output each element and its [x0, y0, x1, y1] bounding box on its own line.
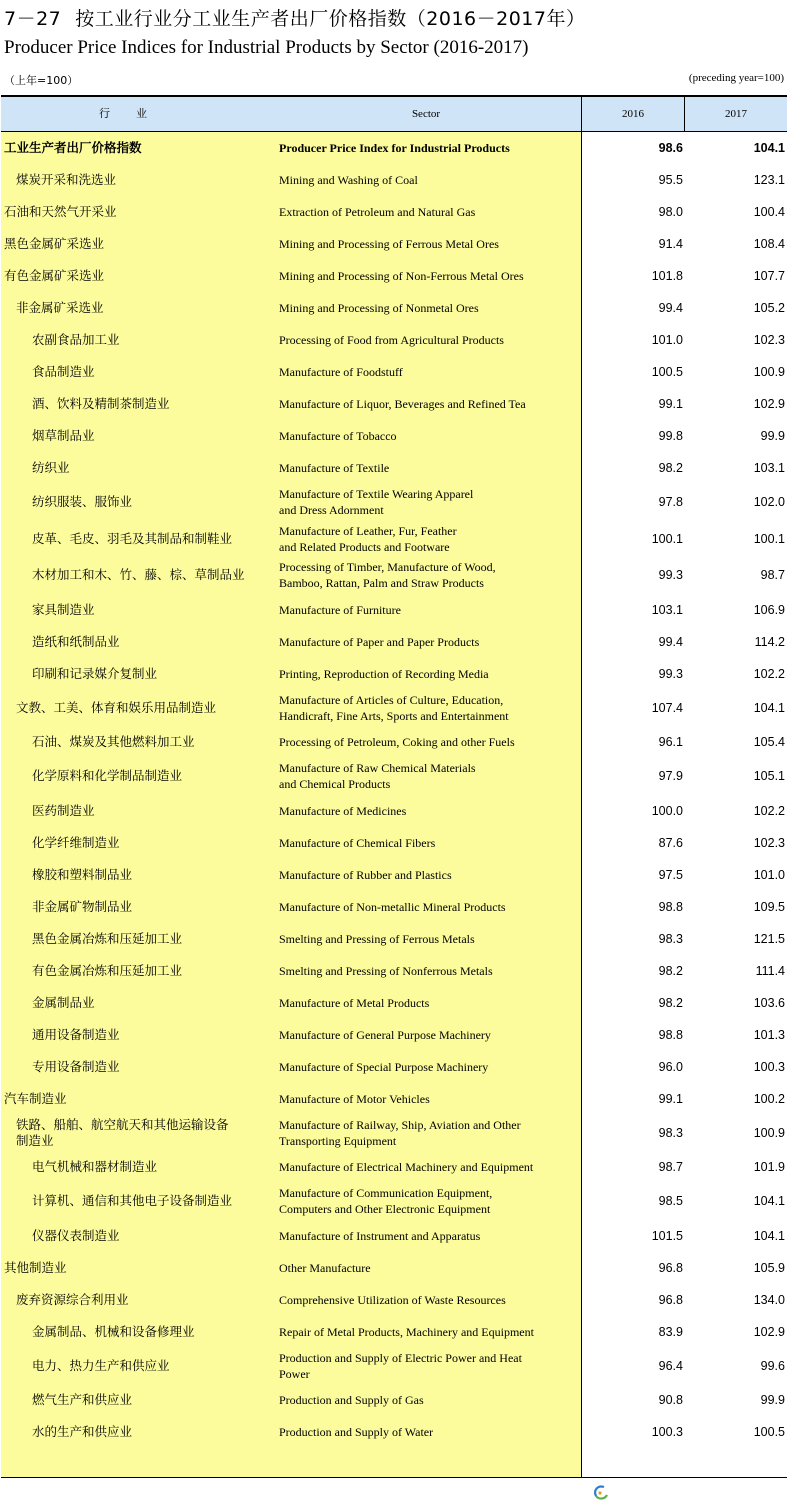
- sector-cn-text: 仪器仪表制造业: [32, 1227, 120, 1243]
- sector-name-cn: [4, 356, 294, 388]
- sector-en-text: Manufacture of Special Purpose Machinery: [279, 1059, 489, 1074]
- value-2016: 98.6: [658, 141, 683, 155]
- table-row: [1, 1183, 787, 1220]
- sector-cn-text: 化学纤维制造业: [32, 834, 120, 850]
- sector-en-text: Producer Price Index for Industrial Products: [279, 141, 510, 155]
- value-2017: 105.1: [753, 769, 785, 784]
- sector-name-en: [279, 1284, 579, 1316]
- table-row: [1, 1019, 787, 1051]
- sector-name-en: [279, 859, 579, 891]
- sector-en-text: Manufacture of Tobacco: [279, 429, 397, 443]
- sector-name-cn: [4, 1183, 294, 1220]
- value-2017: 102.0: [753, 495, 785, 510]
- table-row: [1, 1051, 787, 1083]
- value-2016: 101.5: [651, 1228, 683, 1243]
- unit-note-cn: （上年=100）: [4, 74, 79, 87]
- value-2016: 99.4: [658, 301, 683, 315]
- sector-cn-text: 水的生产和供应业: [32, 1424, 133, 1439]
- table-row: [1, 1348, 787, 1385]
- value-2017: 134.0: [753, 1292, 785, 1307]
- sector-name-en: [279, 521, 579, 558]
- value-2017: 106.9: [753, 602, 785, 617]
- sector-cn-text: 医药制造业: [32, 802, 95, 818]
- table-row: [1, 452, 787, 484]
- value-2017: 100.2: [753, 1091, 785, 1106]
- value-2016: 99.3: [658, 666, 683, 681]
- table-row: [1, 228, 787, 260]
- value-2016: 96.8: [658, 1260, 683, 1275]
- sector-name-cn: [4, 1384, 294, 1416]
- sector-cn-text: 石油、煤炭及其他燃料加工业: [32, 734, 195, 749]
- sector-name-cn: [4, 827, 294, 859]
- sector-name-cn: [4, 260, 266, 292]
- sector-name-en: [279, 356, 579, 388]
- sector-en-text: Processing of Petroleum, Coking and other Fuels: [279, 735, 515, 749]
- sector-name-en: [279, 626, 579, 658]
- table-row: [1, 987, 787, 1019]
- sector-en-text: Extraction of Petroleum and Natural Gas: [279, 205, 476, 219]
- sector-name-cn: [4, 1416, 294, 1448]
- value-2017: 99.9: [760, 429, 785, 443]
- sector-name-en: [279, 690, 579, 727]
- sector-name-en: [279, 324, 579, 356]
- sector-en-text: Manufacture of Foodstuff: [279, 365, 403, 379]
- sector-name-en: [279, 196, 579, 228]
- sector-name-en: [279, 452, 579, 484]
- sector-name-en: [279, 758, 579, 795]
- value-2017: 102.2: [753, 803, 785, 818]
- table-row: [1, 260, 787, 292]
- value-2017: 100.5: [753, 1425, 785, 1439]
- sector-name-en: [279, 891, 579, 923]
- value-2017: 104.1: [753, 1228, 785, 1243]
- title-cn-text: 按工业行业分工业生产者出厂价格指数（2016－2017年）: [75, 8, 586, 30]
- value-2016: 99.3: [658, 568, 683, 583]
- table-row: [1, 795, 787, 827]
- value-2017: 99.9: [760, 1393, 785, 1407]
- table-row: [1, 658, 787, 690]
- sector-en-text: Manufacture of Paper and Paper Products: [279, 634, 480, 649]
- sector-cn-text: 纺织服装、服饰业: [32, 494, 133, 510]
- sector-cn-text: 化学原料和化学制品制造业: [32, 768, 183, 784]
- sector-name-en: [279, 658, 579, 690]
- sector-en-text: Comprehensive Utilization of Waste Resources: [279, 1292, 506, 1307]
- value-2017: 99.6: [760, 1358, 785, 1373]
- table-row: [1, 758, 787, 795]
- sector-name-en: [279, 292, 579, 324]
- sector-en-text: Manufacture of Raw Chemical Materials and Chemical Products: [279, 761, 476, 792]
- table-row: [1, 1115, 787, 1152]
- sector-cn-text: 工业生产者出厂价格指数: [4, 140, 142, 155]
- sector-en-text: Printing, Reproduction of Recording Media: [279, 666, 489, 681]
- sector-name-cn: [4, 521, 294, 558]
- value-2017: 102.3: [753, 835, 785, 850]
- value-2017: 100.3: [753, 1059, 785, 1074]
- table-row: [1, 484, 787, 521]
- sector-name-cn: [4, 987, 294, 1019]
- sector-en-text: Manufacture of Textile: [279, 461, 390, 475]
- value-2016: 98.3: [658, 1125, 683, 1140]
- value-2016: 107.4: [651, 700, 683, 715]
- sector-name-cn: [4, 1083, 266, 1115]
- table-row: [1, 420, 787, 452]
- sector-en-text: Manufacture of General Purpose Machinery: [279, 1027, 491, 1042]
- table-row: [1, 955, 787, 987]
- sector-en-text: Smelting and Pressing of Nonferrous Metals: [279, 963, 493, 978]
- sector-en-text: Manufacture of Communication Equipment, Computers and Other Electronic Equipment: [279, 1186, 493, 1217]
- value-2016: 97.8: [658, 495, 683, 510]
- sector-name-cn: [4, 1115, 278, 1152]
- sector-name-en: [279, 1051, 579, 1083]
- table-row: [1, 164, 787, 196]
- sector-en-text: Other Manufacture: [279, 1260, 371, 1275]
- sector-name-cn: [4, 1019, 294, 1051]
- table-row: [1, 1252, 787, 1284]
- sector-name-cn: [4, 132, 266, 164]
- table-row: [1, 690, 787, 727]
- value-2016: 100.0: [651, 803, 683, 818]
- table-row: [1, 1151, 787, 1183]
- sector-en-text: Manufacture of Liquor, Beverages and Refined Tea: [279, 397, 526, 411]
- sector-name-cn: [4, 228, 266, 260]
- value-2016: 98.3: [658, 931, 683, 946]
- table-row: [1, 923, 787, 955]
- sector-name-en: [279, 132, 579, 164]
- sector-cn-text: 纺织业: [32, 460, 70, 475]
- value-2017: 105.2: [753, 301, 785, 315]
- value-2016: 101.0: [651, 333, 683, 347]
- value-2017: 104.1: [753, 1194, 785, 1209]
- sector-cn-text: 非金属矿采选业: [16, 300, 104, 315]
- value-2016: 98.8: [658, 1027, 683, 1042]
- table-row: [1, 1316, 787, 1348]
- value-2016: 100.5: [651, 365, 683, 379]
- sector-name-cn: [4, 1252, 266, 1284]
- sector-name-cn: [4, 758, 294, 795]
- value-2016: 97.9: [658, 769, 683, 784]
- sector-cn-text: 非金属矿物制品业: [32, 898, 133, 914]
- value-2016: 98.2: [658, 963, 683, 978]
- value-2016: 96.8: [658, 1292, 683, 1307]
- sector-cn-text: 石油和天然气开采业: [4, 204, 117, 219]
- value-2017: 104.1: [753, 141, 785, 155]
- value-2017: 102.9: [753, 397, 785, 411]
- sector-name-en: [279, 164, 579, 196]
- value-2017: 111.4: [755, 963, 785, 978]
- table-header: [1, 97, 787, 132]
- sector-cn-text: 专用设备制造业: [32, 1058, 120, 1074]
- sector-name-cn: [4, 1348, 294, 1385]
- value-2016: 101.8: [651, 269, 683, 283]
- value-2016: 103.1: [651, 602, 683, 617]
- value-2017: 101.9: [753, 1160, 785, 1174]
- sector-en-text: Repair of Metal Products, Machinery and Equipment: [279, 1324, 534, 1339]
- sector-name-cn: [4, 557, 294, 594]
- value-2016: 91.4: [658, 237, 683, 251]
- value-2016: 98.7: [658, 1160, 683, 1174]
- value-2017: 100.9: [753, 365, 785, 379]
- publisher-logo-icon: [590, 1484, 610, 1502]
- sector-name-cn: [4, 388, 294, 420]
- sector-cn-text: 铁路、船舶、航空航天和其他运输设备 制造业: [16, 1116, 229, 1148]
- header-divider: [684, 97, 685, 132]
- page-title-en: Producer Price Indices for Industrial Products by Sector (2016-2017): [4, 37, 529, 58]
- sector-name-en: [279, 1252, 579, 1284]
- sector-en-text: Processing of Food from Agricultural Products: [279, 333, 504, 347]
- sector-name-en: [279, 923, 579, 955]
- sector-name-cn: [4, 726, 294, 758]
- price-index-table: [1, 95, 787, 1478]
- sector-cn-text: 造纸和纸制品业: [32, 633, 120, 649]
- value-2017: 98.7: [760, 568, 785, 583]
- sector-name-en: [279, 594, 579, 626]
- value-2016: 83.9: [658, 1324, 683, 1339]
- value-2017: 101.3: [753, 1027, 785, 1042]
- sector-name-en: [279, 726, 579, 758]
- sector-cn-text: 木材加工和木、竹、藤、棕、草制品业: [32, 567, 245, 583]
- table-row: [1, 292, 787, 324]
- sector-cn-text: 其他制造业: [4, 1259, 67, 1275]
- value-2017: 103.1: [753, 461, 785, 475]
- value-2016: 98.0: [658, 205, 683, 219]
- value-2017: 121.5: [753, 931, 785, 946]
- sector-en-text: Manufacture of Textile Wearing Apparel and Dress Adornment: [279, 487, 474, 518]
- sector-name-cn: [4, 164, 278, 196]
- sector-name-en: [279, 987, 579, 1019]
- value-2016: 98.2: [658, 461, 683, 475]
- sector-name-cn: [4, 484, 294, 521]
- table-row: [1, 521, 787, 558]
- sector-en-text: Production and Supply of Water: [279, 1425, 434, 1439]
- sector-name-en: [279, 1083, 579, 1115]
- sector-cn-text: 金属制品业: [32, 994, 95, 1010]
- sector-cn-text: 废弃资源综合利用业: [16, 1291, 129, 1307]
- sector-en-text: Manufacture of Motor Vehicles: [279, 1091, 430, 1106]
- sector-name-en: [279, 1220, 579, 1252]
- header-year-2016: 2016: [622, 108, 644, 120]
- value-2016: 98.5: [658, 1194, 683, 1209]
- value-2016: 98.8: [658, 899, 683, 914]
- sector-name-cn: [4, 594, 294, 626]
- table-number: 7－27: [4, 8, 62, 30]
- sector-en-text: Manufacture of Chemical Fibers: [279, 835, 436, 850]
- value-2017: 123.1: [753, 173, 785, 187]
- sector-cn-text: 金属制品、机械和设备修理业: [32, 1323, 195, 1339]
- value-2017: 100.9: [753, 1125, 785, 1140]
- sector-cn-text: 文教、工美、体育和娱乐用品制造业: [16, 699, 217, 715]
- sector-name-en: [279, 1384, 579, 1416]
- header-sector-cn: 行业: [99, 107, 173, 120]
- sector-name-cn: [4, 891, 294, 923]
- sector-name-cn: [4, 420, 294, 452]
- sector-en-text: Production and Supply of Gas: [279, 1393, 424, 1407]
- table-row: [1, 1220, 787, 1252]
- sector-en-text: Mining and Processing of Non-Ferrous Metal Ores: [279, 269, 524, 283]
- value-2017: 102.9: [753, 1324, 785, 1339]
- header-year-2017: 2017: [725, 108, 747, 120]
- sector-en-text: Mining and Processing of Ferrous Metal Ores: [279, 237, 499, 251]
- value-2016: 99.1: [658, 397, 683, 411]
- value-2017: 102.3: [753, 333, 785, 347]
- table-row: [1, 1416, 787, 1448]
- table-row: [1, 557, 787, 594]
- sector-en-text: Production and Supply of Electric Power and Heat Power: [279, 1350, 522, 1381]
- sector-name-cn: [4, 452, 294, 484]
- value-2017: 103.6: [753, 995, 785, 1010]
- sector-cn-text: 烟草制品业: [32, 428, 95, 443]
- value-2017: 104.1: [753, 700, 785, 715]
- header-sector-en: Sector: [411, 108, 441, 120]
- sector-en-text: Manufacture of Leather, Fur, Feather and Related Products and Footware: [279, 523, 457, 554]
- sector-name-en: [279, 1348, 579, 1385]
- table-row: [1, 827, 787, 859]
- value-2017: 105.9: [753, 1260, 785, 1275]
- sector-name-en: [279, 827, 579, 859]
- sector-en-text: Manufacture of Articles of Culture, Education, Handicraft, Fine Arts, Sports and Entertainment: [279, 692, 509, 723]
- table-row: [1, 891, 787, 923]
- sector-name-en: [279, 228, 579, 260]
- sector-name-cn: [4, 955, 294, 987]
- sector-cn-text: 橡胶和塑料制品业: [32, 866, 133, 882]
- page-title-cn: [4, 4, 585, 31]
- sector-name-en: [279, 557, 579, 594]
- sector-en-text: Mining and Processing of Nonmetal Ores: [279, 301, 479, 315]
- sector-name-cn: [4, 1151, 294, 1183]
- sector-name-en: [279, 1115, 579, 1152]
- sector-en-text: Manufacture of Non-metallic Mineral Products: [279, 899, 506, 914]
- sector-name-cn: [4, 658, 294, 690]
- sector-name-cn: [4, 859, 294, 891]
- sector-name-cn: [4, 1051, 294, 1083]
- sector-name-en: [279, 955, 579, 987]
- sector-cn-text: 家具制造业: [32, 601, 95, 617]
- sector-cn-text: 电气机械和器材制造业: [32, 1159, 158, 1174]
- value-2016: 99.4: [658, 634, 683, 649]
- table-row: [1, 626, 787, 658]
- value-2016: 87.6: [658, 835, 683, 850]
- sector-name-en: [279, 1183, 579, 1220]
- value-2017: 108.4: [753, 237, 785, 251]
- value-2016: 96.4: [658, 1358, 683, 1373]
- sector-name-cn: [4, 1284, 278, 1316]
- sector-name-cn: [4, 626, 294, 658]
- sector-name-cn: [4, 923, 294, 955]
- value-2016: 90.8: [658, 1393, 683, 1407]
- sector-name-cn: [4, 1316, 294, 1348]
- value-2016: 99.8: [658, 429, 683, 443]
- table-row: [1, 726, 787, 758]
- sector-name-en: [279, 795, 579, 827]
- sector-cn-text: 有色金属冶炼和压延加工业: [32, 962, 183, 978]
- sector-name-cn: [4, 795, 294, 827]
- value-2017: 114.2: [754, 634, 785, 649]
- sector-name-en: [279, 1151, 579, 1183]
- sector-name-cn: [4, 1220, 294, 1252]
- sector-cn-text: 农副食品加工业: [32, 332, 120, 347]
- sector-cn-text: 计算机、通信和其他电子设备制造业: [32, 1193, 233, 1209]
- sector-cn-text: 通用设备制造业: [32, 1026, 120, 1042]
- table-row: [1, 1384, 787, 1416]
- sector-name-cn: [4, 292, 278, 324]
- sector-cn-text: 皮革、毛皮、羽毛及其制品和制鞋业: [32, 530, 233, 546]
- value-2017: 107.7: [753, 269, 785, 283]
- table-row: [1, 859, 787, 891]
- table-row: [1, 594, 787, 626]
- sector-name-cn: [4, 196, 266, 228]
- value-2016: 96.1: [658, 735, 683, 749]
- sector-cn-text: 酒、饮料及精制茶制造业: [32, 396, 170, 411]
- sector-en-text: Manufacture of Metal Products: [279, 995, 430, 1010]
- sector-name-cn: [4, 690, 278, 727]
- value-2016: 99.1: [658, 1091, 683, 1106]
- sector-name-cn: [4, 324, 294, 356]
- sector-cn-text: 汽车制造业: [4, 1090, 67, 1106]
- sector-name-en: [279, 1316, 579, 1348]
- sector-cn-text: 有色金属矿采选业: [4, 268, 105, 283]
- sector-en-text: Manufacture of Furniture: [279, 602, 401, 617]
- table-row: [1, 196, 787, 228]
- value-2017: 102.2: [753, 666, 785, 681]
- value-2017: 109.5: [753, 899, 785, 914]
- table-row: [1, 356, 787, 388]
- sector-en-text: Mining and Washing of Coal: [279, 173, 418, 187]
- sector-cn-text: 燃气生产和供应业: [32, 1392, 133, 1407]
- table-row: [1, 324, 787, 356]
- sector-name-en: [279, 420, 579, 452]
- value-2016: 97.5: [658, 867, 683, 882]
- sector-en-text: Manufacture of Electrical Machinery and Equipment: [279, 1160, 534, 1174]
- table-row: [1, 132, 787, 164]
- sector-cn-text: 煤炭开采和洗选业: [16, 172, 117, 187]
- value-2017: 101.0: [753, 867, 785, 882]
- value-2017: 100.1: [753, 531, 785, 546]
- sector-cn-text: 电力、热力生产和供应业: [32, 1357, 170, 1373]
- sector-en-text: Manufacture of Rubber and Plastics: [279, 867, 452, 882]
- table-row: [1, 1083, 787, 1115]
- table-row: [1, 388, 787, 420]
- table-row: [1, 1284, 787, 1316]
- sector-en-text: Processing of Timber, Manufacture of Wood, Bamboo, Rattan, Palm and Straw Products: [279, 560, 496, 591]
- sector-name-en: [279, 1019, 579, 1051]
- sector-cn-text: 印刷和记录媒介复制业: [32, 665, 158, 681]
- sector-en-text: Manufacture of Railway, Ship, Aviation and Other Transporting Equipment: [279, 1117, 521, 1148]
- sector-name-en: [279, 388, 579, 420]
- value-2017: 100.4: [753, 205, 785, 219]
- value-2016: 98.2: [658, 995, 683, 1010]
- sector-en-text: Manufacture of Medicines: [279, 803, 407, 818]
- value-2016: 95.5: [658, 173, 683, 187]
- sector-name-en: [279, 484, 579, 521]
- value-2016: 100.1: [651, 531, 683, 546]
- sector-name-en: [279, 260, 579, 292]
- sector-cn-text: 食品制造业: [32, 364, 95, 379]
- sector-cn-text: 黑色金属矿采选业: [4, 236, 105, 251]
- sector-en-text: Smelting and Pressing of Ferrous Metals: [279, 931, 475, 946]
- sector-name-en: [279, 1416, 579, 1448]
- sector-cn-text: 黑色金属冶炼和压延加工业: [32, 930, 183, 946]
- unit-note-en: (preceding year=100): [688, 72, 784, 84]
- sector-en-text: Manufacture of Instrument and Apparatus: [279, 1228, 481, 1243]
- value-2016: 100.3: [651, 1425, 683, 1439]
- value-2017: 105.4: [753, 735, 785, 749]
- value-2016: 96.0: [658, 1059, 683, 1074]
